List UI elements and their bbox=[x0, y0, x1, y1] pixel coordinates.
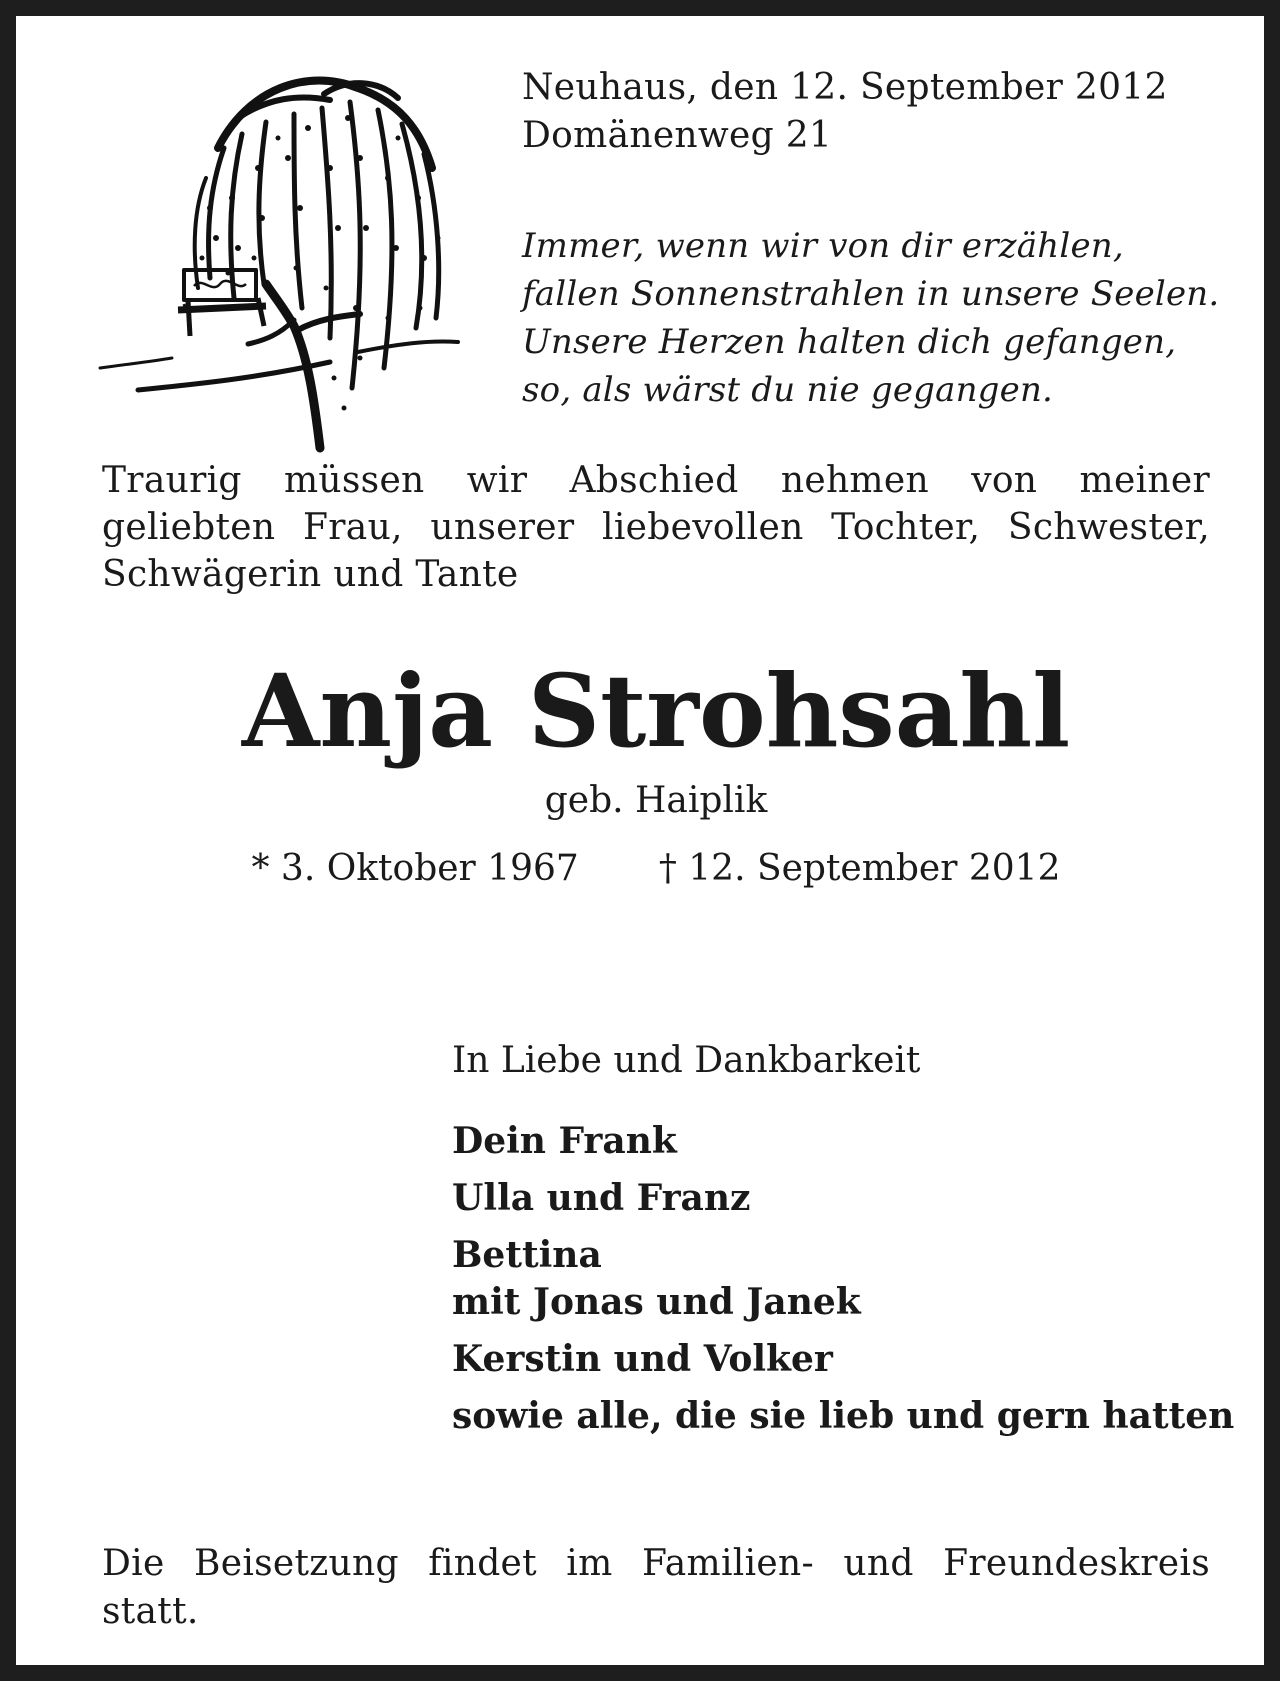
intro-line: geliebten Frau, unserer liebevollen Tochter, Schwester, bbox=[102, 507, 1210, 548]
verse-line: Immer, wenn wir von dir erzählen, bbox=[522, 226, 1124, 266]
header-block bbox=[522, 64, 1242, 160]
memorial-verse bbox=[522, 222, 1242, 414]
place-date: Neuhaus, den 12. September 2012 bbox=[522, 67, 1168, 108]
funeral-note bbox=[102, 1540, 1210, 1636]
funeral-note-line: statt. bbox=[102, 1591, 199, 1632]
mourner-entry: sowie alle, die sie lieb und gern hatten bbox=[452, 1395, 1235, 1437]
mourner-entry: Kerstin und Volker bbox=[452, 1338, 833, 1380]
intro-paragraph bbox=[102, 457, 1210, 598]
maiden-name: geb. Haiplik bbox=[544, 780, 768, 821]
verse-line: fallen Sonnenstrahlen in unsere Seelen. bbox=[522, 274, 1220, 314]
mourners-list bbox=[452, 1118, 1235, 1450]
mourner-entry: Ulla und Franz bbox=[452, 1177, 751, 1219]
mourners-intro: In Liebe und Dankbarkeit bbox=[452, 1040, 921, 1081]
intro-line: Schwägerin und Tante bbox=[102, 554, 519, 595]
address: Domänenweg 21 bbox=[522, 115, 833, 156]
mourner-entry: Dein Frank bbox=[452, 1120, 677, 1162]
birth-date: * 3. Oktober 1967 bbox=[251, 848, 579, 889]
mourner-entry: mit Jonas und Janek bbox=[452, 1281, 861, 1323]
funeral-note-line: Die Beisetzung findet im Familien- und Freundeskreis bbox=[102, 1543, 1210, 1584]
death-date: † 12. September 2012 bbox=[658, 848, 1061, 889]
verse-line: so, als wärst du nie gegangen. bbox=[522, 370, 1054, 410]
mourner-entry: Bettina bbox=[452, 1234, 602, 1276]
willow-tree-bench-icon bbox=[98, 58, 482, 458]
deceased-name: Anja Strohsahl bbox=[241, 652, 1071, 770]
intro-line: Traurig müssen wir Abschied nehmen von meiner bbox=[102, 460, 1210, 501]
life-dates bbox=[16, 846, 1280, 892]
verse-line: Unsere Herzen halten dich gefangen, bbox=[522, 322, 1177, 362]
